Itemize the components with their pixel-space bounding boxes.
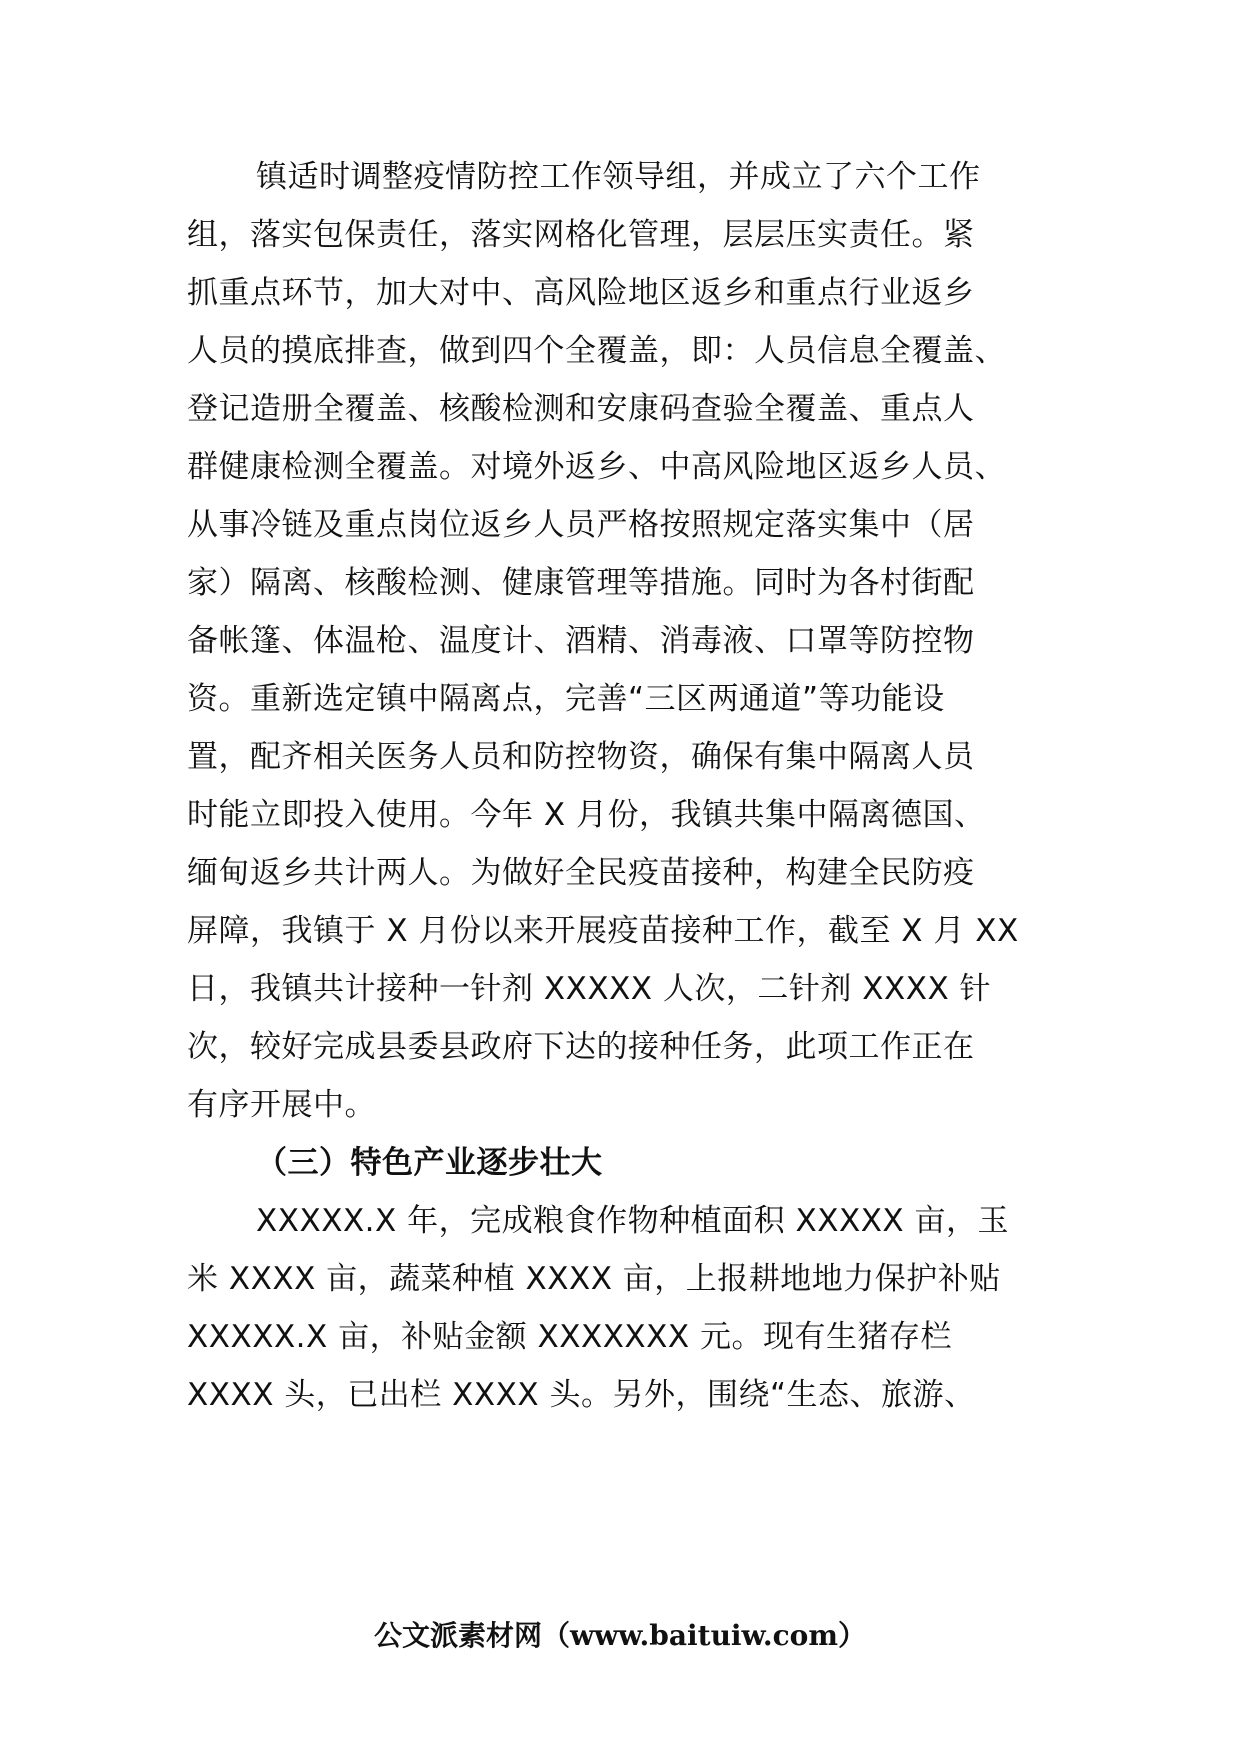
paragraph-line: 日，我镇共计接种一针剂 XXXXX 人次，二针剂 XXXX 针 (187, 971, 992, 1007)
section-heading: （三）特色产业逐步壮大 (256, 1145, 603, 1181)
paragraph-line: 人员的摸底排查，做到四个全覆盖，即：人员信息全覆盖、 (187, 333, 1006, 369)
paragraph-line: 次，较好完成县委县政府下达的接种任务，此项工作正在 (187, 1029, 975, 1065)
paragraph-line: XXXXX.X 年，完成粮食作物种植面积 XXXXX 亩，玉 (256, 1203, 1010, 1239)
paragraph-line: 米 XXXX 亩，蔬菜种植 XXXX 亩，上报耕地地力保护补贴 (187, 1261, 1001, 1297)
paragraph-line: XXXXX.X 亩，补贴金额 XXXXXXX 元。现有生猪存栏 (187, 1319, 952, 1355)
paragraph-line: 有序开展中。 (187, 1087, 376, 1123)
paragraph-line: 时能立即投入使用。今年 X 月份，我镇共集中隔离德国、 (187, 797, 986, 833)
paragraph-line: 抓重点环节，加大对中、高风险地区返乡和重点行业返乡 (187, 275, 975, 311)
paragraph-line: 缅甸返乡共计两人。为做好全民疫苗接种，构建全民防疫 (187, 855, 975, 891)
paragraph-line: 从事冷链及重点岗位返乡人员严格按照规定落实集中（居 (187, 507, 975, 543)
page-footer: 公文派素材网（www.baituiw.com） (374, 1619, 866, 1652)
paragraph-line: XXXX 头，已出栏 XXXX 头。另外，围绕“生态、旅游、 (187, 1377, 976, 1413)
paragraph-line: 组，落实包保责任，落实网格化管理，层层压实责任。紧 (187, 217, 975, 253)
paragraph-line: 资。重新选定镇中隔离点，完善“三区两通道”等功能设 (187, 681, 945, 717)
paragraph-line: 镇适时调整疫情防控工作领导组，并成立了六个工作 (256, 159, 981, 195)
paragraph-line: 置，配齐相关医务人员和防控物资，确保有集中隔离人员 (187, 739, 975, 775)
paragraph-line: 登记造册全覆盖、核酸检测和安康码查验全覆盖、重点人 (187, 391, 975, 427)
paragraph-line: 群健康检测全覆盖。对境外返乡、中高风险地区返乡人员、 (187, 449, 1006, 485)
paragraph-line: 屏障，我镇于 X 月份以来开展疫苗接种工作，截至 X 月 XX (187, 913, 1019, 949)
paragraph-line: 备帐篷、体温枪、温度计、酒精、消毒液、口罩等防控物 (187, 623, 975, 659)
paragraph-line: 家）隔离、核酸检测、健康管理等措施。同时为各村街配 (187, 565, 975, 601)
